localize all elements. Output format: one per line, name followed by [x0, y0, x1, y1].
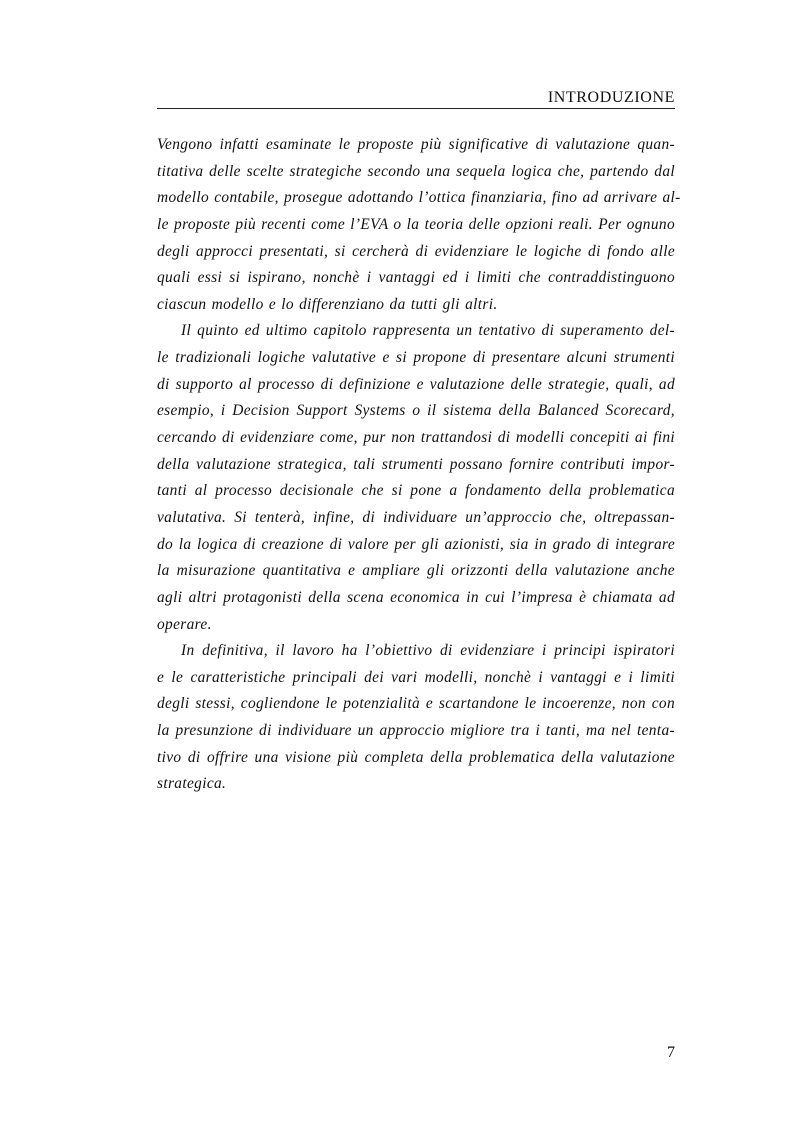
text-line: della valutazione strategica, tali strumenti possano fornire contributi impor- [157, 455, 675, 473]
text-line: tanti al processo decisionale che si pone a fondamento della problematica [157, 482, 675, 500]
text-line: la presunzione di individuare un approccio migliore tra i tanti, ma nel tenta- [157, 722, 675, 740]
text-line: ciascun modello e lo differenziano da tutti gli altri. [157, 295, 498, 313]
text-line: titativa delle scelte strategiche secondo una sequela logica che, partendo dal [157, 162, 675, 180]
running-head: INTRODUZIONE [547, 89, 675, 106]
text-line: operare. [157, 615, 212, 633]
text-line: la misurazione quantitativa e ampliare gli orizzonti della valutazione anche [157, 562, 675, 580]
text-line: di supporto al processo di definizione e valutazione delle strategie, quali, ad [157, 375, 675, 393]
text-line: do la logica di creazione di valore per gli azionisti, sia in grado di integrare [157, 535, 675, 553]
text-line: esempio, i Decision Support Systems o il sistema della Balanced Scorecard, [157, 402, 675, 420]
text-line: le tradizionali logiche valutative e si propone di presentare alcuni strumenti [157, 349, 675, 367]
text-line: le proposte più recenti come l’EVA o la teoria delle opzioni reali. Per ognuno [157, 215, 675, 233]
body-text [157, 132, 681, 798]
text-line: degli stessi, cogliendone le potenzialità e scartandone le incoerenze, non con [157, 695, 675, 713]
text-line: agli altri protagonisti della scena economica in cui l’impresa è chiamata ad [157, 588, 675, 606]
page-number: 7 [667, 1044, 675, 1061]
text-line: modello contabile, prosegue adottando l’ottica finanziaria, fino ad arrivare al- [157, 189, 681, 207]
text-line: e le caratteristiche principali dei vari modelli, nonchè i vantaggi e i limiti [157, 668, 675, 686]
paragraph-2 [157, 318, 675, 638]
text-line: degli approcci presentati, si cercherà di evidenziare le logiche di fondo alle [157, 242, 675, 260]
text-line: quali essi si ispirano, nonchè i vantaggi ed i limiti che contraddistinguono [157, 269, 675, 287]
text-line: strategica. [157, 775, 227, 793]
paragraph-3 [157, 638, 675, 798]
text-line: In definitiva, il lavoro ha l’obiettivo di evidenziare i principi ispiratori [181, 642, 675, 660]
text-line: Vengono infatti esaminate le proposte più significative di valutazione quan- [157, 136, 675, 153]
text-line: cercando di evidenziare come, pur non trattandosi di modelli concepiti ai fini [157, 429, 675, 447]
text-line: tivo di offrire una visione più completa della problematica della valutazione [157, 748, 675, 766]
text-line: valutativa. Si tenterà, infine, di individuare un’approccio che, oltrepassan- [157, 508, 675, 526]
header-rule [157, 108, 675, 109]
paragraph-1 [157, 132, 681, 318]
text-line: Il quinto ed ultimo capitolo rappresenta un tentativo di superamento del- [181, 322, 675, 340]
